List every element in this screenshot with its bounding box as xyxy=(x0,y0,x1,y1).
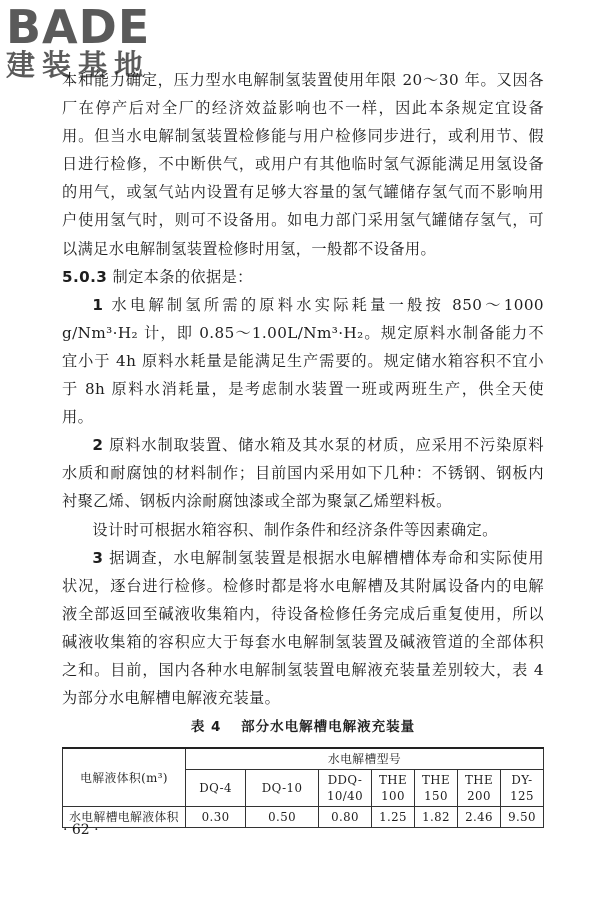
item-2-number: 2 xyxy=(92,436,104,455)
table-caption xyxy=(62,713,544,741)
page-content xyxy=(62,66,544,828)
item-1-number: 1 xyxy=(92,295,104,314)
item-3-number: 3 xyxy=(92,548,104,567)
logo-latin-text: BADE xyxy=(6,0,151,54)
item-1 xyxy=(62,291,544,431)
model-header-cell: THE 200 xyxy=(458,770,501,807)
value-cell: 1.25 xyxy=(372,807,415,828)
model-header-cell: DQ-4 xyxy=(186,770,246,807)
model-header-cell: THE 150 xyxy=(415,770,458,807)
item-3 xyxy=(62,544,544,713)
section-heading xyxy=(62,263,544,291)
model-header-cell: DY-125 xyxy=(501,770,544,807)
value-cell: 0.30 xyxy=(186,807,246,828)
section-number: 5.0.3 xyxy=(62,267,108,286)
section-intro: 制定本条的依据是： xyxy=(112,267,253,286)
table-data-row xyxy=(63,807,544,828)
page-number: · 62 · xyxy=(63,822,99,838)
item-2 xyxy=(62,431,544,515)
table-header-row-1 xyxy=(63,748,544,770)
table-row-header: 电解液体积(m³) xyxy=(63,748,186,807)
model-header-cell: DDQ-10/40 xyxy=(319,770,372,807)
model-header-cell: THE 100 xyxy=(372,770,415,807)
value-cell: 9.50 xyxy=(501,807,544,828)
table-group-header: 水电解槽型号 xyxy=(186,748,544,770)
model-header-cell: DQ-10 xyxy=(246,770,319,807)
item-3-text: 据调查，水电解制氢装置是根据水电解槽槽体寿命和实际使用状况，逐台进行检修。检修时都是将水电解槽及其附属设备内的电解液全部返回至碱液收集箱内，待设备检修任务完成后重复使用，所以碱液收集箱的容积应大于每套水电解制氢装置及碱液管道的全部体积之和。目前，国内各种水电解制氢装置电解液充装量差别较大，表 4 为部分水电解槽电解液充装量。 xyxy=(62,548,544,708)
electrolyte-table xyxy=(62,747,544,828)
item-2-text: 原料水制取装置、储水箱及其水泵的材质，应采用不污染原料水质和耐腐蚀的材料制作；目前国内采用如下几种：不锈钢、钢板内衬聚乙烯、钢板内涂耐腐蚀漆或全部为聚氯乙烯塑料板。 xyxy=(62,436,544,511)
table-caption-number: 表 4 xyxy=(190,719,222,736)
value-cell: 0.50 xyxy=(246,807,319,828)
paragraph-continued: 本和能力确定，压力型水电解制氢装置使用年限 20～30 年。又因各厂在停产后对全厂的经济效益影响也不一样，因此本条规定宜设备用。但当水电解制氢装置检修能与用户检修同步进行，或利用节、假日进行检修，不中断供气，或用户有其他临时氢气源能满足用氢设备的用气，或氢气站内设置有足够大容量的氢气罐储存氢气而不影响用户使用氢气时，则可不设备用。如电力部门采用氢气罐储存氢气，可以满足水电解制氢装置检修时用氢，一般都不设备用。 xyxy=(62,71,544,258)
design-note: 设计时可根据水箱容积、制作条件和经济条件等因素确定。 xyxy=(92,520,498,539)
value-cell: 1.82 xyxy=(415,807,458,828)
value-cell: 2.46 xyxy=(458,807,501,828)
item-1-text: 水电解制氢所需的原料水实际耗量一般按 850～1000 g/Nm³·H₂ 计，即 0.85～1.00L/Nm³·H₂。规定原料水制备能力不宜小于 4h 原料水耗量是能满足生产需要的。规定储水箱容积不宜小于 8h 原料水消耗量，是考虑制水装置一班或两班生产，供全天使用。 xyxy=(62,295,544,427)
data-row-label: 水电解槽电解液体积 xyxy=(63,807,186,828)
value-cell: 0.80 xyxy=(319,807,372,828)
logo-cjk-text: 建装基地 xyxy=(6,48,151,82)
table-caption-title: 部分水电解槽电解液充装量 xyxy=(241,719,416,736)
